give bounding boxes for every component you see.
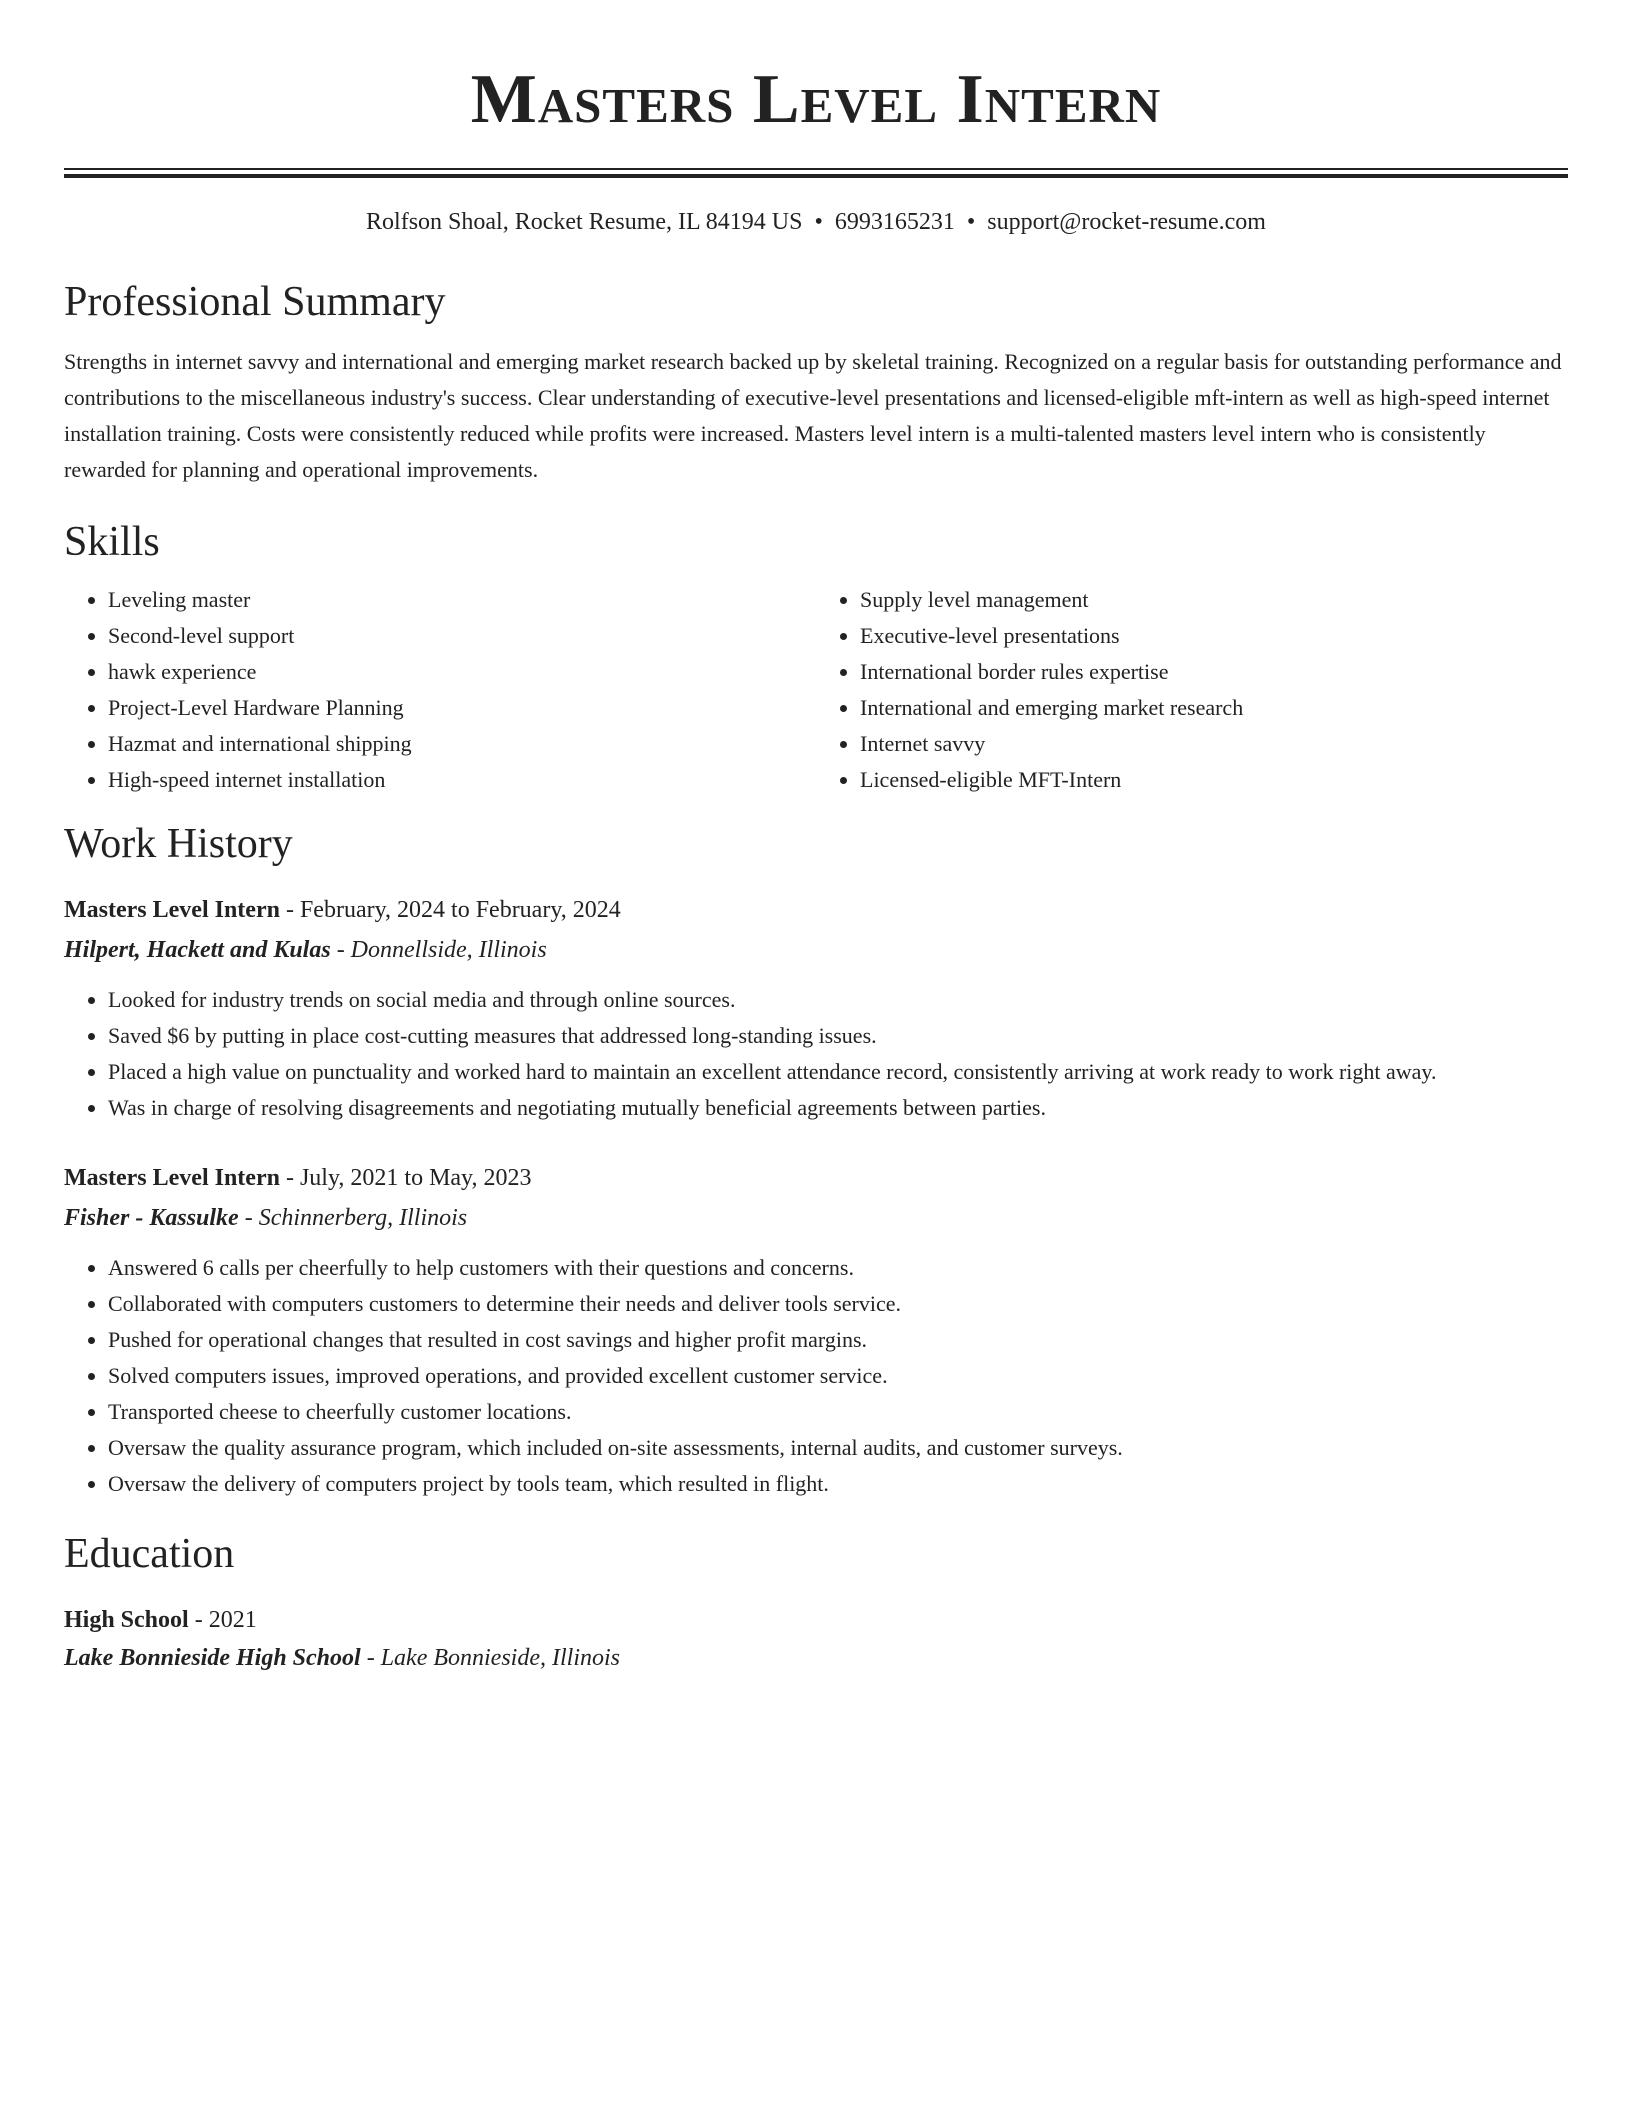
degree-year: - 2021 [188,1607,257,1633]
contact-address: Rolfson Shoal, Rocket Resume, IL 84194 US [366,209,803,235]
job-bullet: • Transported cheese to cheerfully customer locations. [108,1394,1568,1430]
job-bullet: • Was in charge of resolving disagreements and negotiating mutually beneficial agreements between parties. [108,1090,1568,1126]
header-divider [64,168,1568,178]
skill-item: • International border rules expertise [860,654,1568,690]
skills-list [64,582,1568,798]
skills-column-right [816,582,1568,798]
company-name: Fisher - Kassulke [64,1205,239,1231]
job-dates: - February, 2024 to February, 2024 [279,897,621,923]
resume-name: Masters Level Intern [470,61,1162,138]
contact-email: support@rocket-resume.com [987,209,1266,235]
degree-name: High School [64,1607,189,1633]
skill-item: • Hazmat and international shipping [108,726,816,762]
job-title: Masters Level Intern [64,1165,280,1191]
company-line [64,932,1568,968]
skill-item: • Internet savvy [860,726,1568,762]
company-line [64,1200,1568,1236]
skill-item: • Leveling master [108,582,816,618]
company-location: - Schinnerberg, Illinois [238,1205,468,1231]
skill-item: • High-speed internet installation [108,762,816,798]
job-bullet: • Looked for industry trends on social media and through online sources. [108,982,1568,1018]
school-name: Lake Bonnieside High School [64,1645,361,1671]
contact-separator: • [814,209,823,235]
contact-line [64,206,1568,238]
job-bullet: • Solved computers issues, improved operations, and provided excellent customer service. [108,1358,1568,1394]
job-dates: - July, 2021 to May, 2023 [279,1165,532,1191]
school-line [64,1640,1568,1676]
job-entry [64,1160,1568,1502]
skill-item: • Second-level support [108,618,816,654]
job-entry [64,892,1568,1126]
job-bullet: • Placed a high value on punctuality and worked hard to maintain an excellent attendance record, consistently arriving at work ready to work right away. [108,1054,1568,1090]
degree-line [64,1602,1568,1638]
school-location: - Lake Bonnieside, Illinois [360,1645,620,1671]
summary-heading: Professional Summary [64,279,446,325]
contact-separator: • [966,209,976,235]
job-title-line [64,892,1568,928]
job-bullet: • Collaborated with computers customers to determine their needs and deliver tools service. [108,1286,1568,1322]
skill-item: • hawk experience [108,654,816,690]
skills-column-left [64,582,816,798]
job-bullet: • Oversaw the quality assurance program, which included on-site assessments, internal audits, and customer surveys. [108,1430,1568,1466]
job-bullets [64,982,1568,1126]
company-location: - Donnellside, Illinois [330,937,547,963]
contact-phone: 6993165231 [834,209,955,235]
skills-heading: Skills [64,519,160,565]
job-bullet: • Oversaw the delivery of computers project by tools team, which resulted in flight. [108,1466,1568,1502]
education-heading: Education [64,1531,235,1577]
summary-text: Strengths in internet savvy and international and emerging market research backed up by skeletal training. Recognized on a regular basis for outstanding performance and contributions to the miscellaneous industry's success. Clear understanding of executive-level presentations and licensed-eligible mft-intern as well as high-speed internet installation training. Costs were consistently reduced while profits were increased. Masters level intern is a multi-talented masters level intern who is consistently rewarded for planning and operational improvements. [64,349,1562,482]
job-title: Masters Level Intern [64,897,280,923]
skill-item: • Executive-level presentations [860,618,1568,654]
work-history-heading: Work History [64,821,293,867]
skill-item: • International and emerging market research [860,690,1568,726]
resume-page [64,0,1568,1676]
job-title-line [64,1160,1568,1196]
skill-item: • Project-Level Hardware Planning [108,690,816,726]
job-bullet: • Saved $6 by putting in place cost-cutting measures that addressed long-standing issues. [108,1018,1568,1054]
job-bullet: • Answered 6 calls per cheerfully to help customers with their questions and concerns. [108,1250,1568,1286]
company-name: Hilpert, Hackett and Kulas [64,937,331,963]
job-bullet: • Pushed for operational changes that resulted in cost savings and higher profit margins. [108,1322,1568,1358]
skill-item: • Licensed-eligible MFT-Intern [860,762,1568,798]
job-bullets [64,1250,1568,1502]
skill-item: • Supply level management [860,582,1568,618]
education-entry [64,1602,1568,1676]
